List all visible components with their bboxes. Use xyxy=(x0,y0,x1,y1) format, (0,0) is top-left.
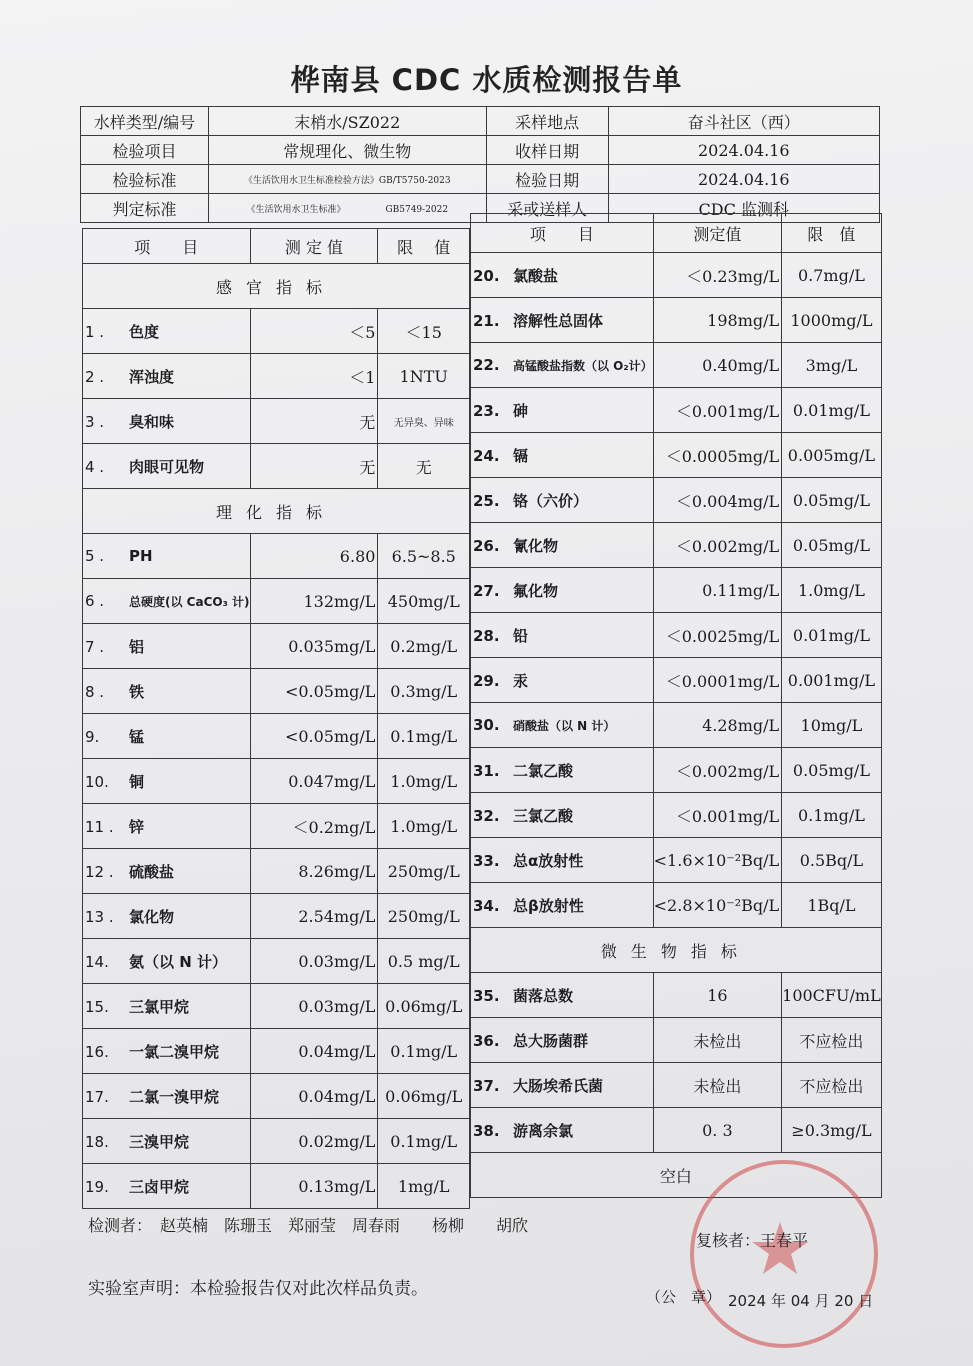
item-name-cell xyxy=(83,354,251,399)
item-name-cell xyxy=(83,309,251,354)
table-row xyxy=(83,444,470,489)
table-row xyxy=(471,793,882,838)
item-number: 5 . xyxy=(85,547,105,565)
table-row xyxy=(471,748,882,793)
table-row xyxy=(471,658,882,703)
item-name: 二氯乙酸 xyxy=(513,761,574,780)
limit-value: 1000mg/L xyxy=(782,298,882,343)
limit-value: ＜15 xyxy=(378,309,470,354)
limit-value: 0.06mg/L xyxy=(378,984,470,1029)
limit-value: 250mg/L xyxy=(378,894,470,939)
item-number: 4 . xyxy=(85,457,105,476)
limit-value: 0.5Bq/L xyxy=(782,838,882,883)
item-name: 氯化物 xyxy=(129,907,175,926)
item-number: 17. xyxy=(85,1087,109,1106)
item-name-cell xyxy=(471,748,654,793)
item-name: 汞 xyxy=(513,671,529,690)
item-number: 9. xyxy=(85,727,100,746)
item-number: 6 . xyxy=(85,592,105,610)
seal-label: （公 章） xyxy=(646,1288,722,1306)
limit-value: 不应检出 xyxy=(782,1018,882,1063)
item-name-cell xyxy=(471,388,654,433)
test-date-value: 2024.04.16 xyxy=(608,165,879,194)
item-name-cell xyxy=(83,444,251,489)
col-limit-header: 限 值 xyxy=(378,229,470,264)
measured-value: 无 xyxy=(250,399,378,444)
item-number: 22. xyxy=(473,356,500,374)
item-number: 34. xyxy=(473,896,500,915)
measured-value: 16 xyxy=(653,973,782,1018)
measured-value: 8.26mg/L xyxy=(250,849,378,894)
table-row xyxy=(471,1063,882,1108)
receive-date-label: 收样日期 xyxy=(486,136,608,165)
table-row xyxy=(471,883,882,928)
reviewer-line: 复核者：王春平 xyxy=(696,1231,809,1250)
table-row xyxy=(83,309,470,354)
physchem-rows-right xyxy=(471,253,882,928)
measured-value: ＜0.002mg/L xyxy=(653,523,782,568)
item-number: 28. xyxy=(473,626,500,645)
table-row xyxy=(83,669,470,714)
limit-value: 0.05mg/L xyxy=(782,523,882,568)
limit-value: 0.001mg/L xyxy=(782,658,882,703)
limit-value: 0.5 mg/L xyxy=(378,939,470,984)
item-number: 20. xyxy=(473,266,500,285)
item-name: 溶解性总固体 xyxy=(513,311,604,330)
official-seal xyxy=(690,1160,878,1348)
measured-value: <0.05mg/L xyxy=(250,669,378,714)
measured-value: 132mg/L xyxy=(250,579,378,624)
item-name-cell xyxy=(471,793,654,838)
item-number: 12 . xyxy=(85,862,114,881)
measured-value: 0.40mg/L xyxy=(653,343,782,388)
table-row xyxy=(471,1108,882,1153)
item-name-cell xyxy=(83,669,251,714)
measured-value: 2.54mg/L xyxy=(250,894,378,939)
item-name: 菌落总数 xyxy=(513,986,574,1005)
judge-label: 判定标准 xyxy=(81,194,209,223)
measured-value: ＜0.23mg/L xyxy=(653,253,782,298)
measured-value: 0.047mg/L xyxy=(250,759,378,804)
table-row xyxy=(471,838,882,883)
table-row xyxy=(83,579,470,624)
limit-value: 250mg/L xyxy=(378,849,470,894)
section-sensory: 感官指标 xyxy=(83,264,470,309)
item-name-cell xyxy=(83,849,251,894)
item-number: 23. xyxy=(473,401,500,420)
item-number: 16. xyxy=(85,1042,109,1061)
table-row xyxy=(471,973,882,1018)
limit-value: 6.5~8.5 xyxy=(378,534,470,579)
item-number: 24. xyxy=(473,446,500,465)
item-name: 氯酸盐 xyxy=(513,266,559,285)
table-row xyxy=(83,984,470,1029)
site-label: 采样地点 xyxy=(486,107,608,136)
item-name: 总大肠菌群 xyxy=(513,1031,589,1050)
limit-value: 0.05mg/L xyxy=(782,478,882,523)
item-name: 游离余氯 xyxy=(513,1121,574,1140)
item-name: 硫酸盐 xyxy=(129,862,175,881)
item-name-cell xyxy=(83,894,251,939)
table-row xyxy=(83,624,470,669)
item-number: 35. xyxy=(473,986,500,1005)
item-name-cell xyxy=(471,883,654,928)
item-name-cell xyxy=(83,714,251,759)
item-name-cell xyxy=(83,1074,251,1119)
item-number: 13 . xyxy=(85,907,114,926)
right-results-table xyxy=(470,213,882,1198)
item-number: 18. xyxy=(85,1132,109,1151)
limit-value: 1.0mg/L xyxy=(782,568,882,613)
table-row xyxy=(471,343,882,388)
measured-value: 198mg/L xyxy=(653,298,782,343)
item-name-cell xyxy=(471,838,654,883)
measured-value: 未检出 xyxy=(653,1018,782,1063)
section-micro: 微生物指标 xyxy=(471,928,882,973)
item-number: 25. xyxy=(473,491,500,510)
item-name: 铁 xyxy=(129,682,145,701)
item-name-cell xyxy=(471,478,654,523)
table-row xyxy=(83,354,470,399)
test-date-label: 检验日期 xyxy=(486,165,608,194)
item-name-cell xyxy=(471,973,654,1018)
item-name: 总硬度(以 CaCO₃ 计) xyxy=(129,595,250,609)
item-number: 36. xyxy=(473,1031,500,1050)
item-label: 检验项目 xyxy=(81,136,209,165)
measured-value: 0.04mg/L xyxy=(250,1074,378,1119)
table-row xyxy=(83,804,470,849)
item-name-cell xyxy=(83,939,251,984)
measured-value: ＜0.0025mg/L xyxy=(653,613,782,658)
item-name: 铜 xyxy=(129,772,145,791)
item-name-cell xyxy=(83,1119,251,1164)
sensory-rows xyxy=(83,309,470,489)
measured-value: 无 xyxy=(250,444,378,489)
item-name: 镉 xyxy=(513,446,529,465)
table-row xyxy=(83,759,470,804)
item-number: 31. xyxy=(473,761,500,780)
item-name: 砷 xyxy=(513,401,529,420)
item-name: 三卤甲烷 xyxy=(129,1177,190,1196)
measured-value: 0.03mg/L xyxy=(250,939,378,984)
item-number: 2 . xyxy=(85,367,105,386)
item-number: 19. xyxy=(85,1177,109,1196)
item-name: 三溴甲烷 xyxy=(129,1132,190,1151)
limit-value: 0.05mg/L xyxy=(782,748,882,793)
item-number: 11 . xyxy=(85,817,114,836)
judge-standard-code: GB5749-2022 xyxy=(385,204,449,215)
item-number: 15. xyxy=(85,997,109,1016)
limit-value: 无 xyxy=(378,444,470,489)
header-table xyxy=(80,106,880,223)
table-row xyxy=(471,568,882,613)
item-name: 锰 xyxy=(129,727,145,746)
table-row xyxy=(83,849,470,894)
item-name-cell xyxy=(83,1164,251,1209)
table-row xyxy=(471,253,882,298)
table-row xyxy=(83,714,470,759)
measured-value: ＜0.001mg/L xyxy=(653,388,782,433)
physchem-rows xyxy=(83,534,470,1209)
limit-value: 3mg/L xyxy=(782,343,882,388)
limit-value: 0.1mg/L xyxy=(378,714,470,759)
limit-value: 1NTU xyxy=(378,354,470,399)
table-row xyxy=(83,1074,470,1119)
item-number: 32. xyxy=(473,806,500,825)
table-row xyxy=(471,433,882,478)
col-measured-header-right: 测定值 xyxy=(653,214,782,253)
table-row xyxy=(83,939,470,984)
table-row xyxy=(471,523,882,568)
limit-value: 不应检出 xyxy=(782,1063,882,1108)
item-name: 铬（六价） xyxy=(513,491,589,510)
table-row xyxy=(83,534,470,579)
item-number: 38. xyxy=(473,1121,500,1140)
measured-value: 0.04mg/L xyxy=(250,1029,378,1074)
item-name: 一氯二溴甲烷 xyxy=(129,1042,220,1061)
limit-value: 450mg/L xyxy=(378,579,470,624)
limit-value: 1mg/L xyxy=(378,1164,470,1209)
item-name: 肉眼可见物 xyxy=(129,457,205,476)
limit-value: 0.3mg/L xyxy=(378,669,470,714)
limit-value: 100CFU/mL xyxy=(782,973,882,1018)
item-name: 色度 xyxy=(129,322,160,341)
item-name: 高锰酸盐指数（以 O₂计） xyxy=(513,359,653,373)
limit-value: 0.01mg/L xyxy=(782,613,882,658)
measured-value: ＜0.001mg/L xyxy=(653,793,782,838)
item-name-cell xyxy=(471,568,654,613)
limit-value: 10mg/L xyxy=(782,703,882,748)
item-name-cell xyxy=(471,433,654,478)
table-row xyxy=(83,1119,470,1164)
item-number: 3 . xyxy=(85,412,105,431)
method-label: 检验标准 xyxy=(81,165,209,194)
table-row xyxy=(471,298,882,343)
item-name-cell xyxy=(83,804,251,849)
item-name-cell xyxy=(471,1108,654,1153)
measured-value: 0.13mg/L xyxy=(250,1164,378,1209)
table-row xyxy=(471,703,882,748)
measured-value: ＜0.0005mg/L xyxy=(653,433,782,478)
item-name-cell xyxy=(83,399,251,444)
report-title: 桦南县 CDC 水质检测报告单 xyxy=(290,63,683,97)
item-name-cell xyxy=(83,579,251,624)
limit-value: 无异臭、异味 xyxy=(378,399,470,444)
limit-value: 0.06mg/L xyxy=(378,1074,470,1119)
measured-value: ＜5 xyxy=(250,309,378,354)
limit-value: 0.1mg/L xyxy=(378,1029,470,1074)
sample-type-label: 水样类型/编号 xyxy=(81,107,209,136)
measured-value: 0.11mg/L xyxy=(653,568,782,613)
item-number: 33. xyxy=(473,851,500,870)
item-name: 总α放射性 xyxy=(513,851,584,870)
col-item-header: 项 目 xyxy=(83,229,251,264)
item-name-cell xyxy=(83,1029,251,1074)
blank-cell: 空白 xyxy=(471,1153,882,1198)
section-physchem: 理化指标 xyxy=(83,489,470,534)
item-name: 锌 xyxy=(129,817,145,836)
item-name: 铅 xyxy=(513,626,529,645)
table-row xyxy=(83,399,470,444)
table-row xyxy=(83,1029,470,1074)
receive-date-value: 2024.04.16 xyxy=(608,136,879,165)
measured-value: <0.05mg/L xyxy=(250,714,378,759)
limit-value: 1.0mg/L xyxy=(378,804,470,849)
measured-value: ＜0.002mg/L xyxy=(653,748,782,793)
left-results-table xyxy=(82,228,470,1209)
item-number: 8 . xyxy=(85,682,105,701)
item-name-cell xyxy=(471,613,654,658)
table-row xyxy=(83,894,470,939)
limit-value: 0.005mg/L xyxy=(782,433,882,478)
item-name-cell xyxy=(471,253,654,298)
table-row xyxy=(471,613,882,658)
measured-value: ＜0.2mg/L xyxy=(250,804,378,849)
table-row xyxy=(83,1164,470,1209)
item-name-cell xyxy=(471,523,654,568)
table-row xyxy=(471,1018,882,1063)
item-number: 27. xyxy=(473,581,500,600)
sampler-value: CDC 监测科 xyxy=(608,194,879,223)
limit-value: 1Bq/L xyxy=(782,883,882,928)
item-name-cell xyxy=(471,1063,654,1108)
item-number: 14. xyxy=(85,952,109,971)
item-name: 臭和味 xyxy=(129,412,175,431)
item-number: 10. xyxy=(85,772,109,791)
item-name: 氨（以 N 计） xyxy=(129,952,227,971)
item-number: 37. xyxy=(473,1076,500,1095)
sampler-label: 采或送样人 xyxy=(486,194,608,223)
item-name: 总β放射性 xyxy=(513,896,584,915)
measured-value: 未检出 xyxy=(653,1063,782,1108)
testers-line: 检测者： 赵英楠 陈珊玉 郑丽莹 周春雨 杨柳 胡欣 xyxy=(88,1216,529,1235)
item-name: 浑浊度 xyxy=(129,367,175,386)
measured-value: 4.28mg/L xyxy=(653,703,782,748)
item-name-cell xyxy=(471,658,654,703)
report-date: 2024 年 04 月 20 日 xyxy=(728,1292,874,1310)
measured-value: 0.035mg/L xyxy=(250,624,378,669)
measured-value: 0.03mg/L xyxy=(250,984,378,1029)
item-name: 铝 xyxy=(129,637,145,656)
item-value: 常规理化、微生物 xyxy=(208,136,486,165)
sample-type-value: 末梢水/SZ022 xyxy=(208,107,486,136)
item-number: 26. xyxy=(473,536,500,555)
measured-value: ＜1 xyxy=(250,354,378,399)
item-name: 二氯一溴甲烷 xyxy=(129,1087,220,1106)
measured-value: 0. 3 xyxy=(653,1108,782,1153)
measured-value: ＜0.004mg/L xyxy=(653,478,782,523)
item-number: 29. xyxy=(473,671,500,690)
item-number: 21. xyxy=(473,311,500,330)
measured-value: 0.02mg/L xyxy=(250,1119,378,1164)
col-item-header-right: 项 目 xyxy=(471,214,654,253)
limit-value: 0.01mg/L xyxy=(782,388,882,433)
col-measured-header: 测 定 值 xyxy=(250,229,378,264)
site-value: 奋斗社区（西） xyxy=(608,107,879,136)
item-name-cell xyxy=(471,703,654,748)
measured-value: ＜0.0001mg/L xyxy=(653,658,782,703)
limit-value: 1.0mg/L xyxy=(378,759,470,804)
limit-value: 0.2mg/L xyxy=(378,624,470,669)
method-value: 《生活饮用水卫生标准检验方法》GB/T5750-2023 xyxy=(208,165,486,194)
item-number: 30. xyxy=(473,716,500,734)
lab-statement: 实验室声明：本检验报告仅对此次样品负责。 xyxy=(88,1279,428,1299)
limit-value: 0.1mg/L xyxy=(782,793,882,838)
limit-value: ≥0.3mg/L xyxy=(782,1108,882,1153)
item-name-cell xyxy=(83,624,251,669)
item-name: 氰化物 xyxy=(513,536,559,555)
limit-value: 0.7mg/L xyxy=(782,253,882,298)
item-name: 三氯甲烷 xyxy=(129,997,190,1016)
item-name: PH xyxy=(129,547,153,565)
table-row xyxy=(471,388,882,433)
table-row xyxy=(471,478,882,523)
item-name-cell xyxy=(83,759,251,804)
item-name-cell xyxy=(471,298,654,343)
limit-value: 0.1mg/L xyxy=(378,1119,470,1164)
measured-value: <1.6×10⁻²Bq/L xyxy=(653,838,782,883)
measured-value: <2.8×10⁻²Bq/L xyxy=(653,883,782,928)
item-number: 1 . xyxy=(85,322,105,341)
item-name: 氟化物 xyxy=(513,581,559,600)
item-name: 硝酸盐（以 N 计） xyxy=(513,719,616,733)
item-name-cell xyxy=(471,1018,654,1063)
judge-standard-name: 《生活饮用水卫生标准》 xyxy=(246,204,346,215)
item-name: 大肠埃希氏菌 xyxy=(513,1076,604,1095)
item-number: 7 . xyxy=(85,637,105,656)
item-name-cell xyxy=(83,984,251,1029)
measured-value: 6.80 xyxy=(250,534,378,579)
item-name-cell xyxy=(471,343,654,388)
judge-value xyxy=(208,194,486,223)
item-name: 三氯乙酸 xyxy=(513,806,574,825)
col-limit-header-right: 限 值 xyxy=(782,214,882,253)
item-name-cell xyxy=(83,534,251,579)
micro-rows xyxy=(471,973,882,1153)
